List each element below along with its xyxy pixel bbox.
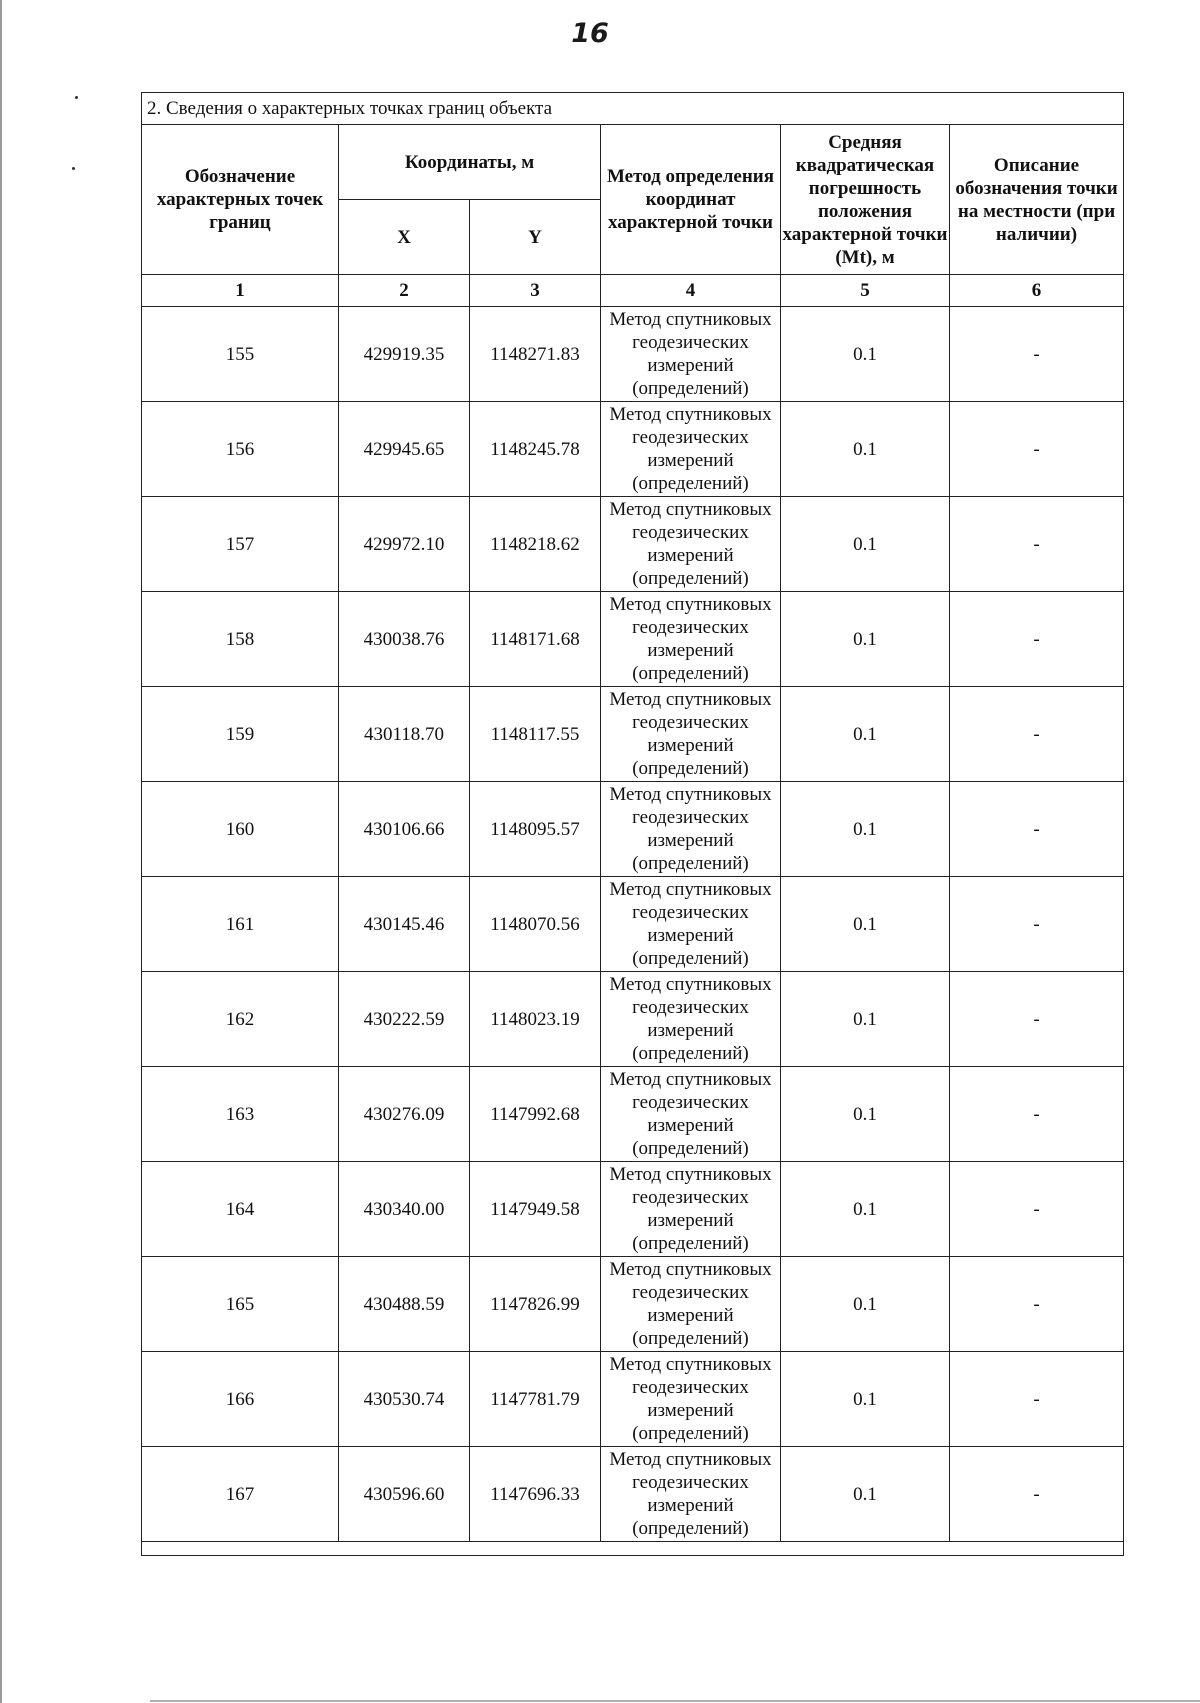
cell-y-coordinate: 1148271.83 [470,307,601,402]
table-row [142,1162,1124,1257]
cell-x-coordinate: 430038.76 [339,592,470,687]
cell-error: 0.1 [781,497,950,592]
cell-y-coordinate: 1147826.99 [470,1257,601,1352]
cell-description: - [950,782,1124,877]
table-row [142,592,1124,687]
cell-method: Метод спутниковых геодезических измерений (определений) [601,497,781,592]
cell-method: Метод спутниковых геодезических измерений (определений) [601,307,781,402]
header-method: Метод определения координат характерной точки [601,125,781,275]
cell-description: - [950,497,1124,592]
cell-error: 0.1 [781,1352,950,1447]
cell-x-coordinate: 430488.59 [339,1257,470,1352]
cell-error: 0.1 [781,1162,950,1257]
cell-point-designation: 164 [142,1162,339,1257]
cell-error: 0.1 [781,307,950,402]
column-number: 5 [781,275,950,307]
cell-y-coordinate: 1148218.62 [470,497,601,592]
column-number: 4 [601,275,781,307]
cell-point-designation: 157 [142,497,339,592]
cell-y-coordinate: 1148095.57 [470,782,601,877]
cell-method: Метод спутниковых геодезических измерений (определений) [601,877,781,972]
cell-point-designation: 162 [142,972,339,1067]
table-row [142,1067,1124,1162]
cell-description: - [950,1352,1124,1447]
cell-method: Метод спутниковых геодезических измерений (определений) [601,402,781,497]
cell-method: Метод спутниковых геодезических измерений (определений) [601,1257,781,1352]
cell-y-coordinate: 1147992.68 [470,1067,601,1162]
cell-y-coordinate: 1148117.55 [470,687,601,782]
cell-x-coordinate: 429919.35 [339,307,470,402]
cell-description: - [950,1162,1124,1257]
table-row [142,782,1124,877]
table-row [142,1447,1124,1542]
column-number: 2 [339,275,470,307]
cell-x-coordinate: 430106.66 [339,782,470,877]
cell-x-coordinate: 430276.09 [339,1067,470,1162]
cell-y-coordinate: 1148023.19 [470,972,601,1067]
header-error: Средняя квадратическая погрешность положения характерной точки (Mt), м [781,125,950,275]
cell-y-coordinate: 1147696.33 [470,1447,601,1542]
cell-y-coordinate: 1148245.78 [470,402,601,497]
cell-description: - [950,402,1124,497]
cell-method: Метод спутниковых геодезических измерений (определений) [601,687,781,782]
cell-x-coordinate: 430118.70 [339,687,470,782]
header-y: Y [470,200,601,275]
cell-point-designation: 163 [142,1067,339,1162]
cell-point-designation: 158 [142,592,339,687]
table-row [142,877,1124,972]
cell-error: 0.1 [781,687,950,782]
cell-x-coordinate: 430340.00 [339,1162,470,1257]
column-number: 1 [142,275,339,307]
table-row [142,307,1124,402]
cell-x-coordinate: 430596.60 [339,1447,470,1542]
cell-method: Метод спутниковых геодезических измерений (определений) [601,782,781,877]
cell-error: 0.1 [781,1447,950,1542]
cell-point-designation: 166 [142,1352,339,1447]
cell-description: - [950,307,1124,402]
cell-point-designation: 156 [142,402,339,497]
cell-x-coordinate: 430530.74 [339,1352,470,1447]
cell-y-coordinate: 1148070.56 [470,877,601,972]
cell-description: - [950,877,1124,972]
header-designation: Обозначение характерных точек границ [142,125,339,275]
page-number: 16 [571,18,609,49]
cell-error: 0.1 [781,877,950,972]
cell-description: - [950,972,1124,1067]
cell-description: - [950,1447,1124,1542]
table-row [142,1352,1124,1447]
boundary-points-table [141,92,1124,1556]
scan-speck [72,167,75,170]
cell-description: - [950,1257,1124,1352]
cell-point-designation: 167 [142,1447,339,1542]
table-row [142,497,1124,592]
header-description: Описание обозначения точки на местности (при наличии) [950,125,1124,275]
cell-x-coordinate: 429945.65 [339,402,470,497]
cell-y-coordinate: 1147781.79 [470,1352,601,1447]
cell-point-designation: 155 [142,307,339,402]
cell-x-coordinate: 430222.59 [339,972,470,1067]
cell-point-designation: 159 [142,687,339,782]
cell-method: Метод спутниковых геодезических измерений (определений) [601,1352,781,1447]
cell-x-coordinate: 430145.46 [339,877,470,972]
table-end-cell [142,1542,1124,1556]
scan-left-edge [0,0,2,1703]
cell-method: Метод спутниковых геодезических измерений (определений) [601,972,781,1067]
column-number: 6 [950,275,1124,307]
cell-error: 0.1 [781,782,950,877]
table-row [142,687,1124,782]
table-end-row [142,1542,1124,1556]
cell-description: - [950,592,1124,687]
cell-method: Метод спутниковых геодезических измерений (определений) [601,1447,781,1542]
cell-error: 0.1 [781,592,950,687]
cell-point-designation: 161 [142,877,339,972]
cell-point-designation: 165 [142,1257,339,1352]
cell-description: - [950,1067,1124,1162]
cell-y-coordinate: 1148171.68 [470,592,601,687]
cell-method: Метод спутниковых геодезических измерений (определений) [601,1162,781,1257]
cell-error: 0.1 [781,402,950,497]
header-coordinates: Координаты, м [339,125,601,200]
table-row [142,972,1124,1067]
scan-bottom-edge [150,1700,1200,1702]
cell-error: 0.1 [781,1257,950,1352]
column-number: 3 [470,275,601,307]
scan-speck [75,96,78,99]
cell-x-coordinate: 429972.10 [339,497,470,592]
cell-error: 0.1 [781,972,950,1067]
cell-point-designation: 160 [142,782,339,877]
header-x: X [339,200,470,275]
table-row [142,1257,1124,1352]
table-row [142,402,1124,497]
section-title: 2. Сведения о характерных точках границ объекта [142,93,1124,125]
cell-method: Метод спутниковых геодезических измерений (определений) [601,592,781,687]
column-number-row [142,275,1124,307]
cell-method: Метод спутниковых геодезических измерений (определений) [601,1067,781,1162]
cell-description: - [950,687,1124,782]
cell-y-coordinate: 1147949.58 [470,1162,601,1257]
cell-error: 0.1 [781,1067,950,1162]
